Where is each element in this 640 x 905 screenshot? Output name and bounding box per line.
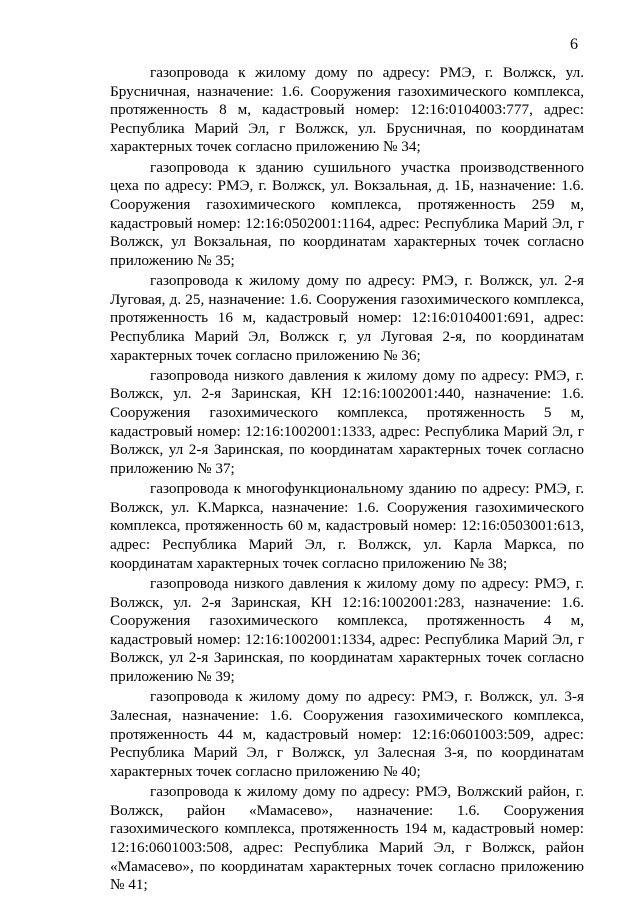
page-number: 6 bbox=[570, 36, 578, 53]
paragraph-2: газопровода к зданию сушильного участка производственного цеха по адресу: РМЭ, г. Волжск, ул. Вокзальная, д. 1Б, назначение: 1.6. Сооружения газохимического комплекса, протяженность 259 м, кадастровый номер: 12:16:0502001:1164, адрес: Республика Марий Эл, г Волжск, ул Вокзальная, по координатам характерных точек согласно приложению № 35; bbox=[110, 158, 584, 269]
paragraph-8: газопровода к жилому дому по адресу: РМЭ, Волжский район, г. Волжск, район «Мамасево», назначение: 1.6. Сооружения газохимического комплекса, протяженность 194 м, кадастровый номер: 12:16:0601003:508, адрес: Республика Марий Эл, г Волжск, район «Мамасево», по координатам характерных точек согласно приложению № 41; bbox=[110, 783, 584, 894]
paragraph-5: газопровода к многофункциональному зданию по адресу: РМЭ, г. Волжск, ул. К.Маркса, назначение: 1.6. Сооружения газохимического комплекса, протяженность 60 м, кадастровый номер: 12:16:0503001:613, адрес: Республика Марий Эл, г. Волжск, ул. Карла Маркса, по координатам характерных точек согласно приложению № 38; bbox=[110, 480, 584, 572]
paragraph-1: газопровода к жилому дому по адресу: РМЭ, г. Волжск, ул. Брусничная, назначение: 1.6. Сооружения газохимического комплекса, протяженность 8 м, кадастровый номер: 12:16:0104003:777, адрес: Республика Марий Эл, г Волжск, ул. Брусничная, по координатам характерных точек согласно приложению № 34; bbox=[110, 64, 584, 156]
paragraph-6: газопровода низкого давления к жилому дому по адресу: РМЭ, г. Волжск, ул. 2-я Заринская, КН 12:16:1002001:283, назначение: 1.6. Сооружения газохимического комплекса, протяженность 4 м, кадастровый номер: 12:16:1002001:1334, адрес: Республика Марий Эл, г Волжск, ул 2-я Заринская, по координатам характерных точек согласно приложению № 39; bbox=[110, 575, 584, 685]
paragraph-3: газопровода к жилому дому по адресу: РМЭ, г. Волжск, ул. 2-я Луговая, д. 25, назначение: 1.6. Сооружения газохимического комплекса, протяженность 16 м, кадастровый номер: 12:16:0104001:691, адрес: Республика Марий Эл, Волжск г, ул Луговая 2-я, по координатам характерных точек согласно приложению № 36; bbox=[110, 272, 584, 364]
paragraph-7: газопровода к жилому дому по адресу: РМЭ, г. Волжск, ул. 3-я Залесная, назначение: 1.6. Сооружения газохимического комплекса, протяженность 44 м, кадастровый номер: 12:16:0601003:509, адрес: Республика Марий Эл, г Волжск, ул Залесная 3-я, по координатам характерных точек согласно приложению № 40; bbox=[110, 688, 584, 780]
document-body bbox=[110, 64, 584, 897]
paragraph-4: газопровода низкого давления к жилому дому по адресу: РМЭ, г. Волжск, ул. 2-я Заринская, КН 12:16:1002001:440, назначение: 1.6. Сооружения газохимического комплекса, протяженность 5 м, кадастровый номер: 12:16:1002001:1333, адрес: Республика Марий Эл, г Волжск, ул 2-я Заринская, по координатам характерных точек согласно приложению № 37; bbox=[110, 366, 584, 477]
